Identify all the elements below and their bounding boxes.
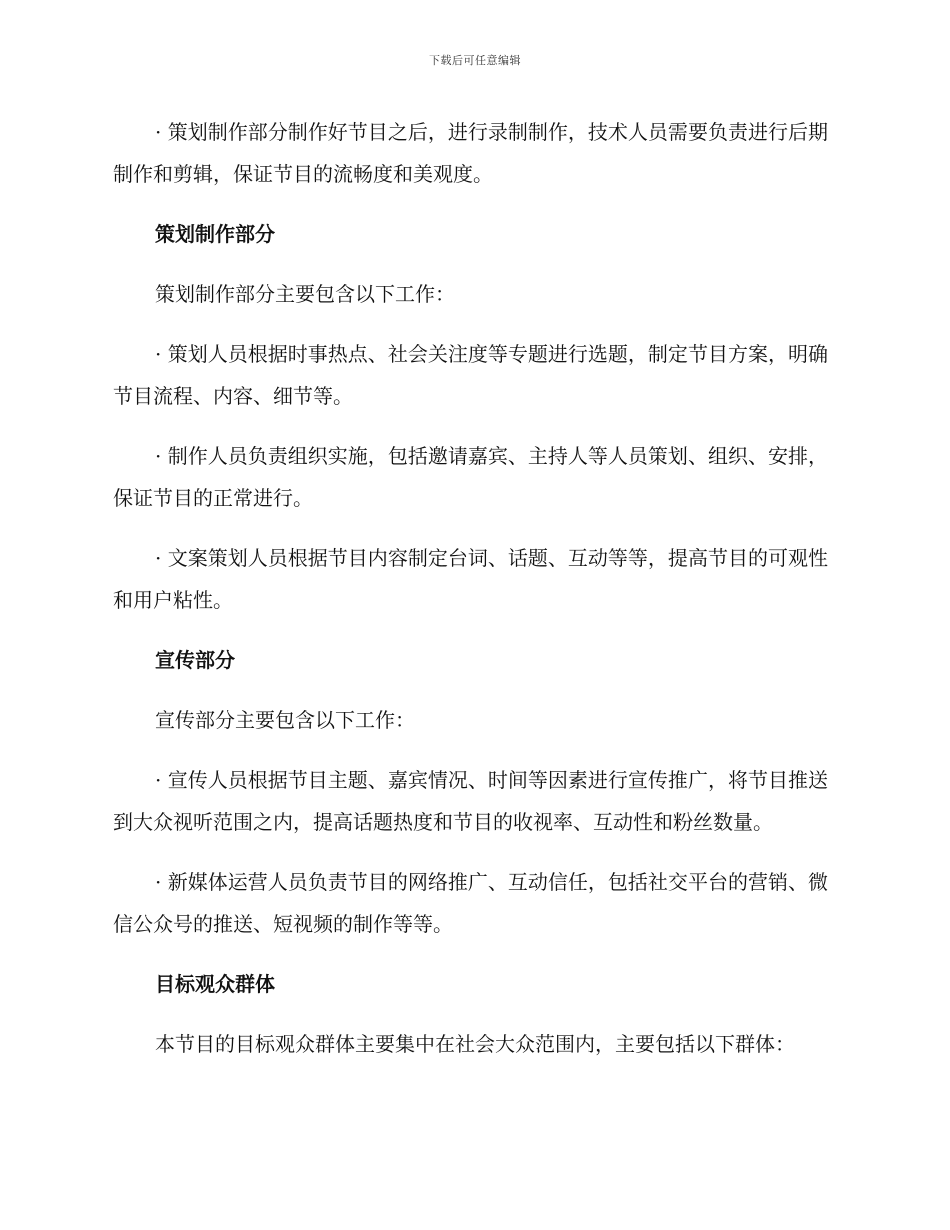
bullet-paragraph: · 制作人员负责组织实施，包括邀请嘉宾、主持人等人员策划、组织、安排，保证节目的正常进行。 [113,444,828,510]
bullet-paragraph: · 新媒体运营人员负责节目的网络推广、互动信任，包括社交平台的营销、微信公众号的推送、短视频的制作等等。 [113,870,828,936]
bullet-paragraph: · 策划人员根据时事热点、社会关注度等专题进行选题，制定节目方案，明确节目流程、内容、细节等。 [113,342,828,408]
bullet-paragraph: · 文案策划人员根据节目内容制定台词、话题、互动等等，提高节目的可观性和用户粘性。 [113,546,828,612]
page-header: 下载后可任意编辑 [429,54,521,67]
paragraph: 本节目的目标观众群体主要集中在社会大众范围内，主要包括以下群体： [155,1032,795,1056]
section-heading: 目标观众群体 [155,972,275,996]
document-body [113,111,828,1083]
paragraph: · 策划制作部分制作好节目之后，进行录制制作，技术人员需要负责进行后期制作和剪辑，保证节目的流畅度和美观度。 [113,120,828,186]
bullet-paragraph: · 宣传人员根据节目主题、嘉宾情况、时间等因素进行宣传推广，将节目推送到大众视听范围之内，提高话题热度和节目的收视率、互动性和粉丝数量。 [113,768,828,834]
paragraph: 策划制作部分主要包含以下工作： [155,282,455,306]
section-heading: 策划制作部分 [155,222,275,246]
section-heading: 宣传部分 [155,648,235,672]
paragraph: 宣传部分主要包含以下工作： [155,708,415,732]
